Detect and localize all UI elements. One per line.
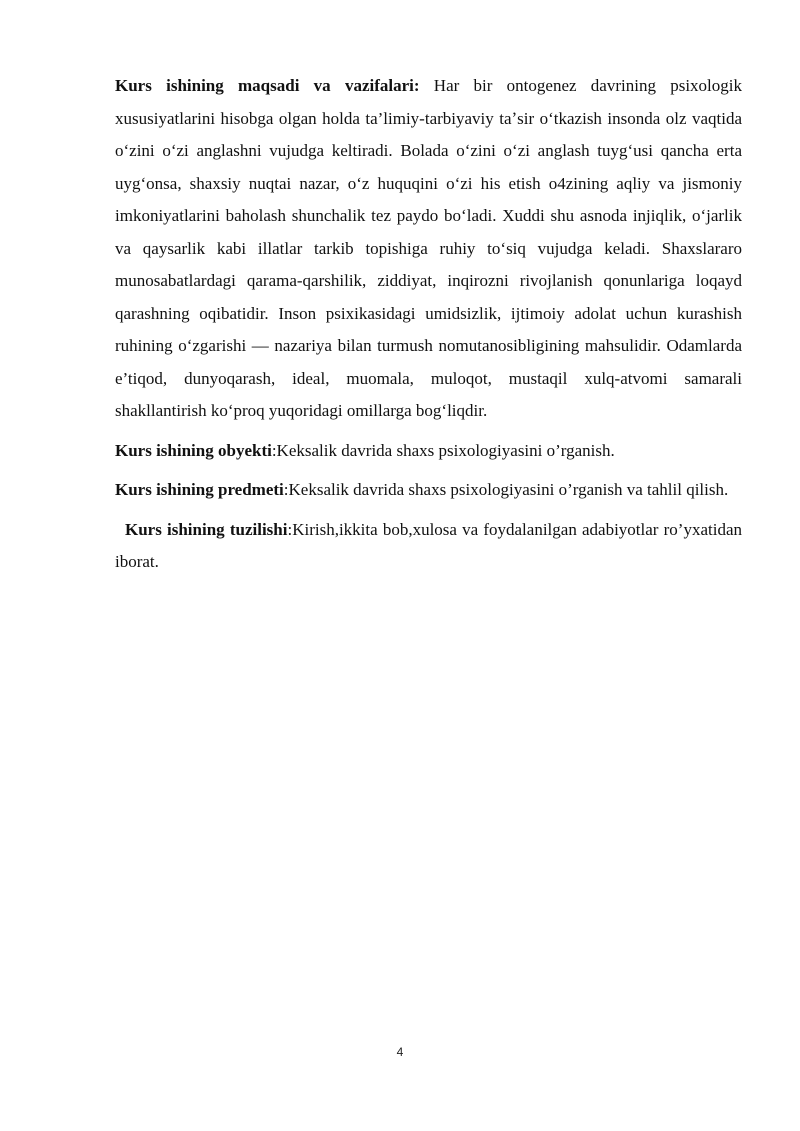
heading-goals: Kurs ishining maqsadi va vazifalari: bbox=[115, 76, 420, 95]
paragraph-structure bbox=[115, 514, 742, 579]
text-goals: Har bir ontogenez davrining psixologik xususiyatlarini hisobga olgan holda ta’limiy-tarbiyaviy taʼsir oʻtkazish insonda olz vaqtida oʻzini oʻzi anglashni vujudga keltiradi. Bolada oʻzini oʻzi anglash tuygʻusi qancha erta uygʻonsa, shaxsiy nuqtai nazar, oʻz huquqini oʻzi his etish o4zining aqliy va jismoniy imkoniyatlarini baholash shunchalik tez paydo boʻladi. Xuddi shu asnoda injiqlik, oʻjarlik va qaysarlik kabi illatlar tarkib topishiga ruhiy toʻsiq vujudga keladi. Shaxslararo munosabatlardagi qarama-qarshilik, ziddiyat, inqirozni rivojlanish qonunlariga loqayd qarashning oqibatidir. Inson psixikasidagi umidsizlik, ijtimoiy adolat uchun kurashish ruhining oʻzgarishi — nazariya bilan turmush nomutanosibligining mahsulidir. Odamlarda e’tiqod, dunyoqarash, ideal, muomala, muloqot, mustaqil xulq-atvomi samarali shakllantirish koʻproq yuqoridagi omillarga bogʻliqdir. bbox=[115, 76, 742, 420]
paragraph-subject bbox=[115, 474, 742, 507]
text-object: :Keksalik davrida shaxs psixologiyasini o’rganish. bbox=[271, 440, 615, 460]
text-subject: :Keksalik davrida shaxs psixologiyasini o’rganish va tahlil qilish. bbox=[283, 480, 729, 499]
page-number: 4 bbox=[396, 1045, 404, 1059]
heading-subject: Kurs ishining predmeti bbox=[115, 480, 284, 499]
paragraph-object bbox=[115, 435, 742, 468]
document-page bbox=[115, 70, 742, 579]
text-structure: :Kirish,ikkita bob,xulosa va foydalanilgan adabiyotlar ro’yxatidan iborat. bbox=[115, 519, 742, 571]
paragraph-goals bbox=[115, 70, 742, 428]
heading-object: Kurs ishining obyekti bbox=[115, 440, 272, 460]
heading-structure: Kurs ishining tuzilishi bbox=[125, 519, 288, 539]
